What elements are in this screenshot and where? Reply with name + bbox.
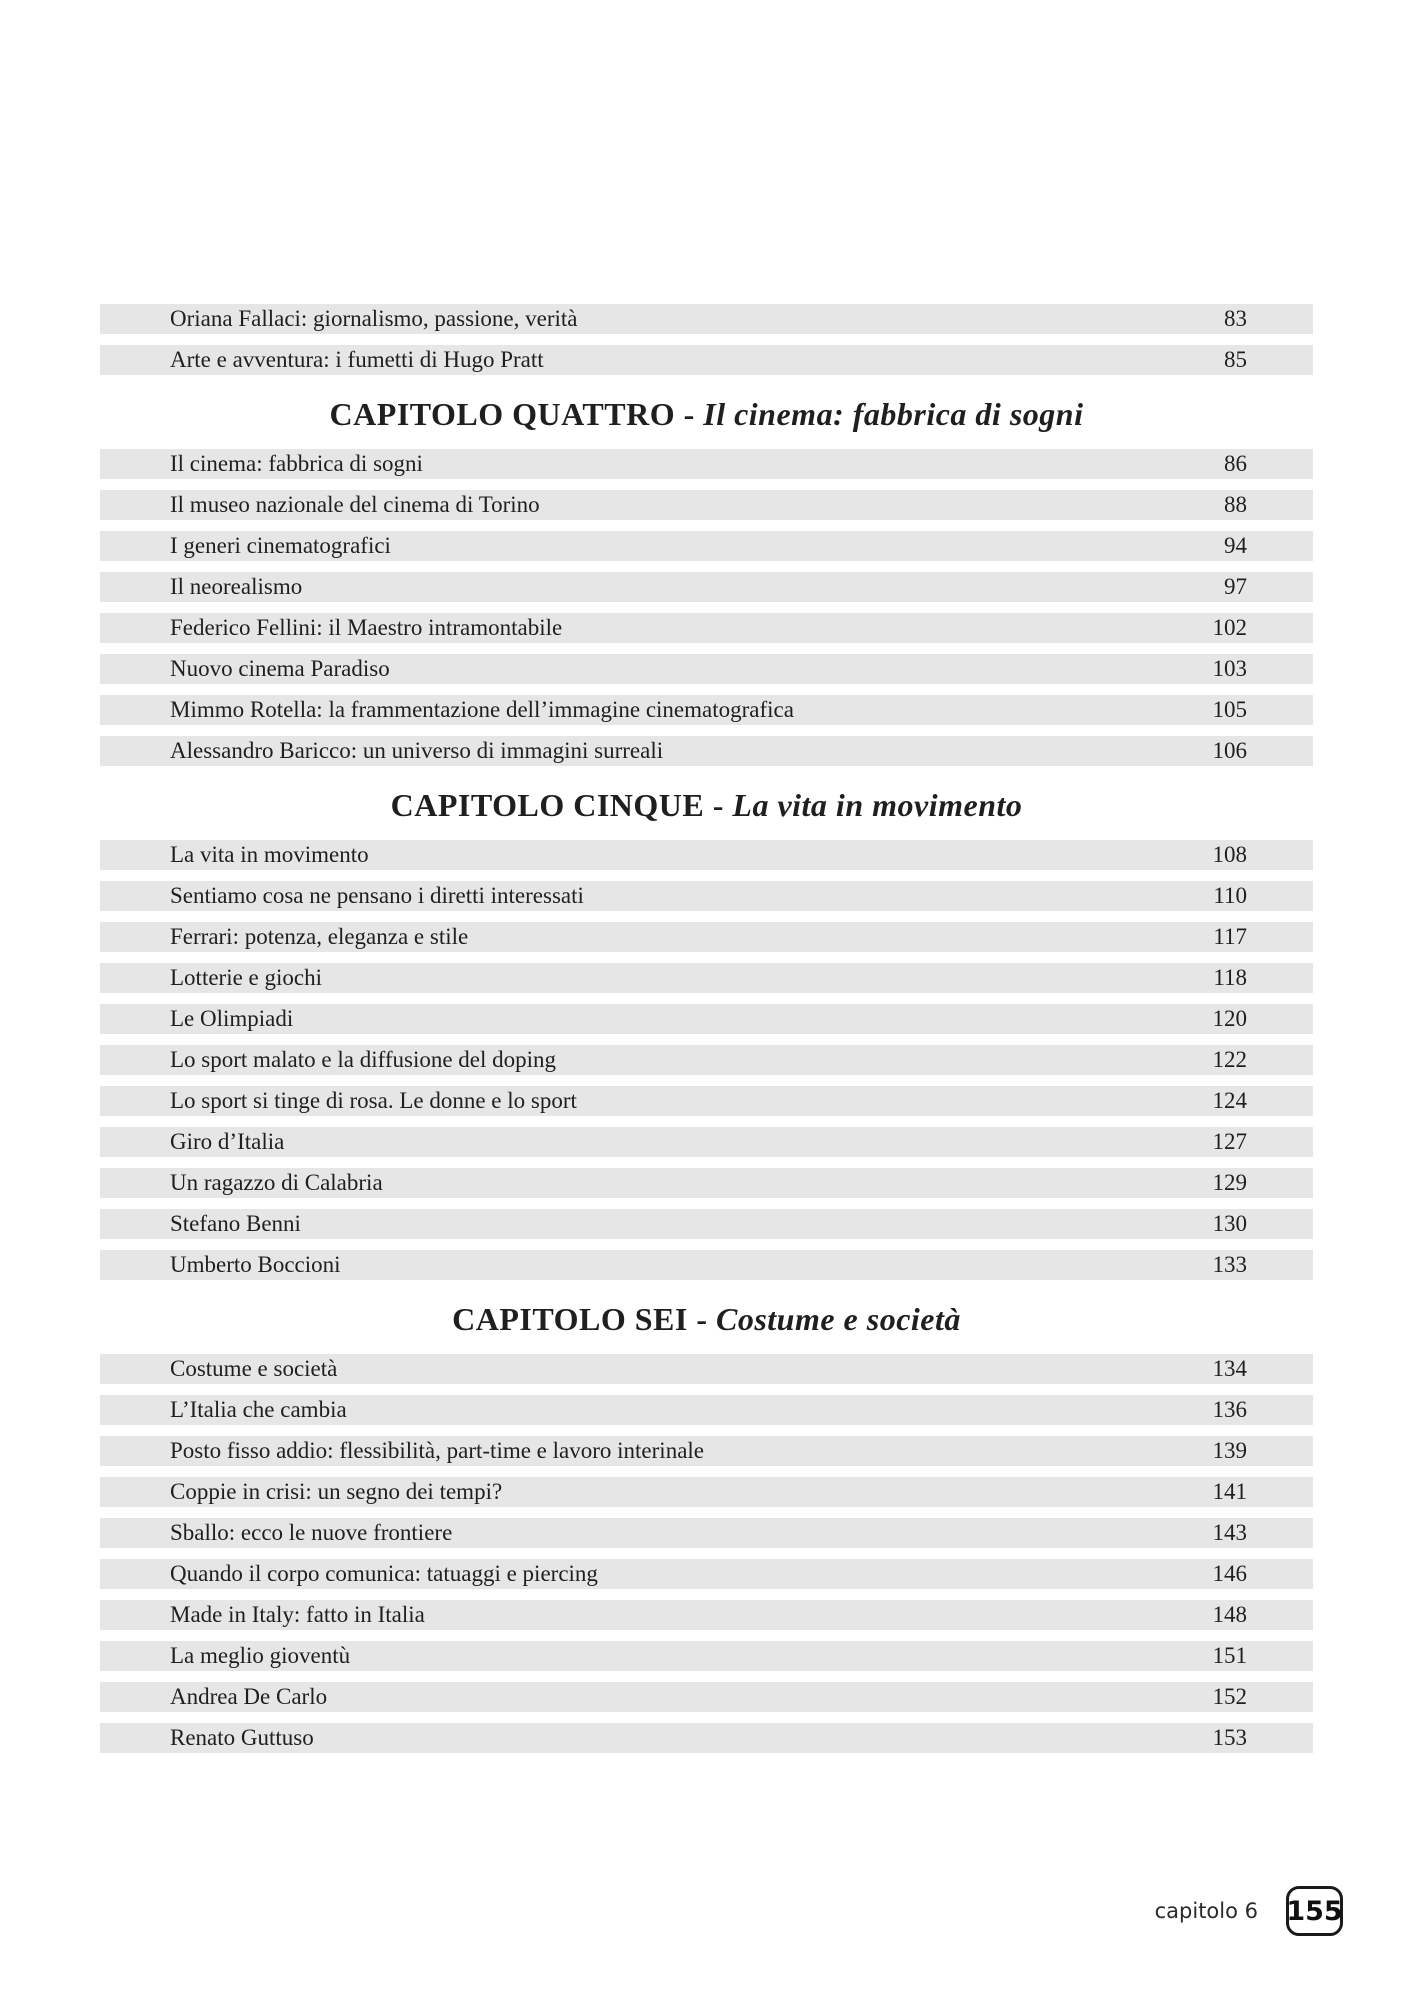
page-number: 155 (1286, 1895, 1343, 1927)
toc-entry-title: Mimmo Rotella: la frammentazione dell’immagine cinematografica (170, 697, 794, 722)
toc-entry-title: Renato Guttuso (170, 1725, 314, 1750)
chapter-heading (100, 788, 1313, 822)
toc-entry-page: 134 (1212, 1356, 1247, 1381)
toc-entry-title: La meglio gioventù (170, 1643, 351, 1668)
toc-entry-page: 130 (1212, 1211, 1247, 1236)
toc-entry-title: Il museo nazionale del cinema di Torino (170, 492, 540, 517)
toc-row (100, 881, 1313, 911)
toc-row (100, 1518, 1313, 1548)
toc-row (100, 1045, 1313, 1075)
chapter-heading (100, 1302, 1313, 1336)
toc-entry-title: Quando il corpo comunica: tatuaggi e piercing (170, 1561, 598, 1586)
toc-entry-page: 118 (1213, 965, 1247, 990)
toc-entry-title: Arte e avventura: i fumetti di Hugo Pratt (170, 347, 544, 372)
toc-row (100, 1477, 1313, 1507)
toc-entry-page: 148 (1212, 1602, 1247, 1627)
toc-entry-title: Il neorealismo (170, 574, 303, 599)
toc-entry-page: 120 (1212, 1006, 1247, 1031)
toc-row (100, 1004, 1313, 1034)
toc-row (100, 1682, 1313, 1712)
toc-row (100, 695, 1313, 725)
toc-entry-title: Lo sport malato e la diffusione del doping (170, 1047, 557, 1072)
toc-entry-title: Un ragazzo di Calabria (170, 1170, 383, 1195)
toc-entry-title: Nuovo cinema Paradiso (170, 656, 390, 681)
toc-entry-page: 122 (1212, 1047, 1247, 1072)
toc-entry-page: 83 (1224, 306, 1247, 331)
toc-row (100, 1168, 1313, 1198)
chapter-heading-label: CAPITOLO SEI - (452, 1301, 716, 1337)
toc-entry-page: 124 (1212, 1088, 1247, 1113)
toc-entry-page: 143 (1212, 1520, 1247, 1545)
toc-entry-page: 105 (1212, 697, 1247, 722)
page-number-badge (1286, 1886, 1343, 1936)
toc-entry-title: I generi cinematografici (170, 533, 391, 558)
toc-row (100, 1641, 1313, 1671)
toc-entry-title: Made in Italy: fatto in Italia (170, 1602, 425, 1627)
toc-entry-title: La vita in movimento (170, 842, 369, 867)
toc-entry-page: 139 (1212, 1438, 1247, 1463)
toc-entry-page: 117 (1213, 924, 1247, 949)
chapter-heading-label: CAPITOLO QUATTRO - (329, 396, 704, 432)
toc-row (100, 613, 1313, 643)
chapter-heading-subtitle: Costume e società (715, 1301, 961, 1337)
toc-entry-title: Umberto Boccioni (170, 1252, 341, 1277)
toc-entry-title: Lo sport si tinge di rosa. Le donne e lo sport (170, 1088, 577, 1113)
toc-entry-page: 97 (1224, 574, 1247, 599)
toc-entry-page: 106 (1212, 738, 1247, 763)
toc-entry-page: 108 (1212, 842, 1247, 867)
toc-row (100, 736, 1313, 766)
chapter-heading-subtitle: Il cinema: fabbrica di sogni (703, 396, 1084, 432)
toc-row (100, 304, 1313, 334)
toc-row (100, 1250, 1313, 1280)
toc-row (100, 654, 1313, 684)
toc-entry-page: 94 (1224, 533, 1247, 558)
toc-entry-title: Sentiamo cosa ne pensano i diretti interessati (170, 883, 584, 908)
toc-entry-page: 129 (1212, 1170, 1247, 1195)
toc-entry-page: 133 (1212, 1252, 1247, 1277)
toc-entry-title: Sballo: ecco le nuove frontiere (170, 1520, 453, 1545)
toc-row (100, 922, 1313, 952)
toc-row (100, 1127, 1313, 1157)
toc-row (100, 963, 1313, 993)
toc-row (100, 490, 1313, 520)
toc-entry-title: Lotterie e giochi (170, 965, 322, 990)
toc-entry-title: Le Olimpiadi (170, 1006, 294, 1031)
toc-entry-page: 136 (1212, 1397, 1247, 1422)
chapter-heading-label: CAPITOLO CINQUE - (390, 787, 733, 823)
toc-entry-title: Giro d’Italia (170, 1129, 285, 1154)
toc-entry-title: Alessandro Baricco: un universo di immagini surreali (170, 738, 664, 763)
page-footer (1155, 1886, 1343, 1936)
toc-entry-title: Oriana Fallaci: giornalismo, passione, verità (170, 306, 578, 331)
toc-entry-title: Posto fisso addio: flessibilità, part-time e lavoro interinale (170, 1438, 704, 1463)
table-of-contents (100, 304, 1313, 1764)
footer-chapter-label: capitolo 6 (1154, 1899, 1258, 1923)
toc-entry-page: 88 (1224, 492, 1247, 517)
toc-entry-page: 85 (1224, 347, 1247, 372)
toc-entry-title: L’Italia che cambia (170, 1397, 347, 1422)
toc-entry-title: Federico Fellini: il Maestro intramontabile (170, 615, 563, 640)
toc-entry-page: 127 (1212, 1129, 1247, 1154)
toc-entry-title: Coppie in crisi: un segno dei tempi? (170, 1479, 503, 1504)
toc-row (100, 572, 1313, 602)
toc-entry-page: 146 (1212, 1561, 1247, 1586)
toc-entry-title: Ferrari: potenza, eleganza e stile (170, 924, 469, 949)
toc-entry-page: 102 (1212, 615, 1247, 640)
toc-row (100, 1600, 1313, 1630)
toc-entry-page: 151 (1212, 1643, 1247, 1668)
toc-entry-title: Stefano Benni (170, 1211, 301, 1236)
toc-entry-page: 86 (1224, 451, 1247, 476)
toc-row (100, 1354, 1313, 1384)
toc-row (100, 1436, 1313, 1466)
toc-entry-title: Costume e società (170, 1356, 338, 1381)
toc-row (100, 531, 1313, 561)
toc-entry-page: 103 (1212, 656, 1247, 681)
toc-row (100, 840, 1313, 870)
toc-entry-page: 110 (1213, 883, 1247, 908)
toc-row (100, 1209, 1313, 1239)
toc-row (100, 1395, 1313, 1425)
toc-row (100, 1086, 1313, 1116)
chapter-heading (100, 397, 1313, 431)
toc-entry-page: 153 (1212, 1725, 1247, 1750)
chapter-heading-subtitle: La vita in movimento (732, 787, 1023, 823)
toc-entry-title: Andrea De Carlo (170, 1684, 328, 1709)
toc-row (100, 449, 1313, 479)
toc-entry-page: 141 (1212, 1479, 1247, 1504)
toc-entry-title: Il cinema: fabbrica di sogni (170, 451, 423, 476)
toc-entry-page: 152 (1212, 1684, 1247, 1709)
toc-row (100, 345, 1313, 375)
toc-row (100, 1723, 1313, 1753)
toc-row (100, 1559, 1313, 1589)
